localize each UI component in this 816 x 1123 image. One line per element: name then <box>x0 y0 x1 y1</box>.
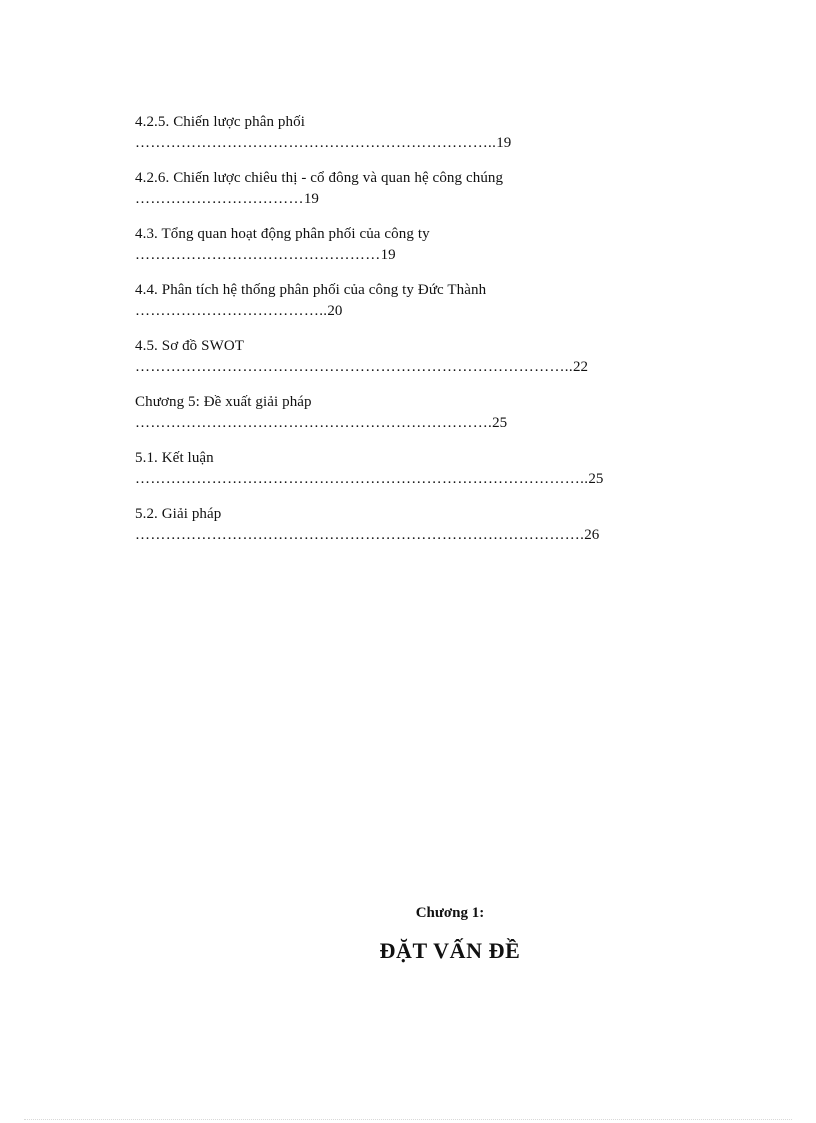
toc-page-number: 19 <box>496 135 512 151</box>
toc-entry-leader <box>135 245 695 266</box>
toc-entry[interactable] <box>135 504 695 560</box>
chapter-label: Chương 1: <box>415 905 485 921</box>
toc-dot-leader: ………………………………………… <box>135 247 381 263</box>
toc-entry[interactable] <box>135 336 695 392</box>
toc-page-number: 25 <box>588 471 604 487</box>
toc-page-number: 20 <box>327 303 343 319</box>
toc-entry[interactable] <box>135 168 695 224</box>
toc-page-number: 19 <box>380 247 396 263</box>
toc-entry[interactable] <box>135 392 695 448</box>
toc-entry[interactable] <box>135 224 695 280</box>
chapter-title: ĐẶT VẤN ĐỀ <box>379 938 521 963</box>
toc-dot-leader: …………………………………………………………….. <box>135 135 497 151</box>
page-bottom-divider <box>24 1119 792 1120</box>
toc-entry-title: 4.5. Sơ đồ SWOT <box>135 338 245 354</box>
toc-page-number: 19 <box>303 191 319 207</box>
toc-entry-title: 4.3. Tổng quan hoạt động phân phối của công ty <box>135 226 430 242</box>
toc-page-number: 26 <box>584 527 600 543</box>
toc-entry-title: 5.1. Kết luận <box>135 450 214 466</box>
toc-dot-leader: ……………………………………………………………. <box>135 415 493 431</box>
toc-page-number: 22 <box>573 359 588 375</box>
toc-entry-leader <box>135 357 695 378</box>
toc-entry-leader <box>135 525 695 546</box>
toc-dot-leader: ……………………………………………………………………………. <box>135 527 585 543</box>
toc-entry[interactable] <box>135 112 695 168</box>
table-of-contents <box>135 112 695 560</box>
toc-dot-leader: ……………………………….. <box>135 303 328 319</box>
toc-entry-title: 5.2. Giải pháp <box>135 506 222 522</box>
toc-entry[interactable] <box>135 448 695 504</box>
toc-entry-leader <box>135 301 695 322</box>
toc-dot-leader: ………………………………………………………………………….. <box>135 359 573 375</box>
toc-page-number: 25 <box>492 415 508 431</box>
toc-entry-leader <box>135 413 695 434</box>
toc-entry-leader <box>135 469 695 490</box>
toc-entry-leader <box>135 133 695 154</box>
toc-entry-title: 4.4. Phân tích hệ thống phân phối của công ty Đức Thành <box>135 282 487 298</box>
toc-entry-leader <box>135 189 695 210</box>
toc-dot-leader: …………………………………………………………………………….. <box>135 471 589 487</box>
toc-entry-title: Chương 5: Đề xuất giải pháp <box>135 394 312 410</box>
toc-dot-leader: …………………………… <box>135 191 304 207</box>
toc-entry-title: 4.2.5. Chiến lược phân phối <box>135 114 305 130</box>
toc-entry-title: 4.2.6. Chiến lược chiêu thị - cổ đông và quan hệ công chúng <box>135 170 504 186</box>
toc-entry[interactable] <box>135 280 695 336</box>
